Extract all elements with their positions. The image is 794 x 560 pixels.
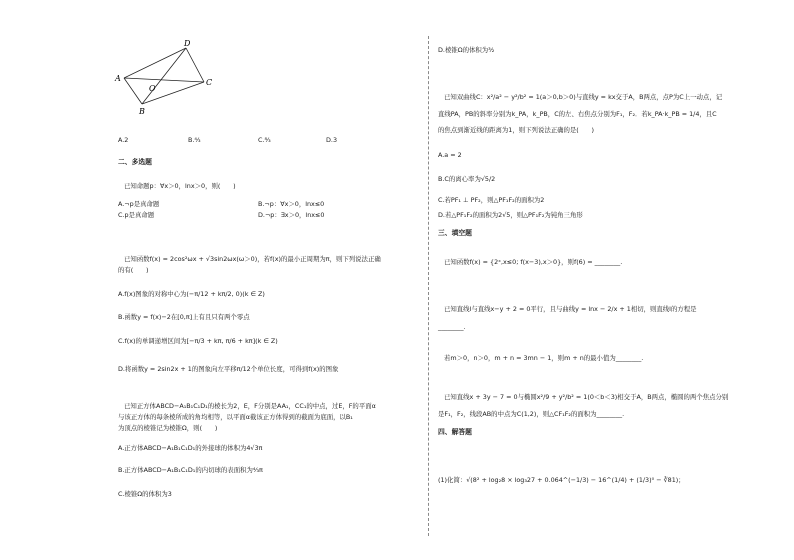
q3-option-c: C.棱锥Ω的体积为3 bbox=[118, 490, 172, 498]
q2-option-c: C.f(x)的单调递增区间为[−π/3 + kπ, π/6 + kπ](k ∈ Z) bbox=[118, 337, 278, 345]
q1-option-b: B.¬p：∀x＞0，lnx≤0 bbox=[258, 200, 325, 208]
q2-option-a: A.f(x)图象的对称中心为(−π/12 + kπ/2, 0)(k ∈ Z) bbox=[118, 290, 265, 298]
column-divider bbox=[428, 36, 429, 536]
q2-option-d: D.将函数y = 2sin2x + 1的图象向左平移π/12个单位长度，可得到f(x)的图象 bbox=[118, 365, 339, 373]
q3-option-b: B.正方体ABCD−A₁B₁C₁D₁的内切球的表面积为⁴⁄₃π bbox=[118, 466, 263, 474]
q4-stem-line1: 已知双曲线C：x²/a² − y²/b² = 1(a＞0,b＞0)与直线y = kx交于A，B两点，点P为C上一动点，记 bbox=[444, 93, 723, 101]
quadrilateral-diagram bbox=[112, 38, 222, 116]
diagonal-ac bbox=[124, 78, 204, 82]
diagonal-bd bbox=[142, 48, 186, 104]
q3-option-a: A.正方体ABCD−A₁B₁C₁D₁的外接球的体积为4√3π bbox=[118, 444, 263, 452]
label-c: C bbox=[206, 78, 213, 87]
q2-stem-line2: 的有( ) bbox=[118, 266, 149, 274]
q1-option-d: D.¬p：∃x＞0，lnx≤0 bbox=[258, 211, 325, 219]
q2-stem-line1: 已知函数f(x) = 2cos²ωx + √3sin2ωx(ω＞0)，若f(x)的最小正周期为π，则下列说法正确 bbox=[124, 255, 381, 263]
q1-stem: 已知命题p：∀x＞0，lnx＞0，则( ) bbox=[124, 182, 236, 190]
q2-option-b: B.函数y = f(x)−2在[0,π]上有且只有两个零点 bbox=[118, 313, 250, 321]
edge-dc bbox=[186, 48, 204, 82]
q1-option-c: C.p是真命题 bbox=[118, 211, 155, 219]
label-o: O bbox=[149, 84, 156, 93]
fill-blank-4-line2: 是F₁，F₂，线段AB的中点为C(1,2)，则△CF₁F₂的面积为________. bbox=[438, 410, 625, 418]
q4-stem-line2: 直线PA，PB的斜率分别为k_PA，k_PB，C的左、右焦点分别为F₁，F₂．若k_PA·k_PB = 1/4，且C bbox=[438, 110, 717, 118]
q3-stem-line1: 已知正方体ABCD−A₁B₁C₁D₁的棱长为2，E，F分别是AA₁，CC₁的中点，过E，F的平面α bbox=[124, 402, 376, 410]
prev-option-b: B.⁴⁄₃ bbox=[188, 136, 201, 144]
q4-stem-line3: 的焦点到渐近线的距离为1，则下列说法正确的是( ) bbox=[438, 126, 595, 134]
label-d: D bbox=[184, 39, 191, 48]
solution-1-simplify: (1)化简：√(8² + log₂8 × log₃27 + 0.064^(−1/3) − 16^(1/4) + (1/3)⁰ − ∛81)； bbox=[438, 476, 685, 484]
fill-blank-2-line2: ________. bbox=[438, 323, 466, 331]
section-title-solutions: 四、解答题 bbox=[438, 428, 472, 436]
q3-option-d: D.棱锥Ω的体积为³⁄₂ bbox=[438, 46, 495, 54]
fill-blank-4-line1: 已知直线x + 3y − 7 = 0与椭圆x²/9 + y²/b² = 1(0＜b＜3)相交于A，B两点，椭圆的两个焦点分别 bbox=[444, 393, 729, 401]
prev-option-a: A.2 bbox=[118, 136, 129, 144]
section-title-fill-blank: 三、填空题 bbox=[438, 229, 472, 237]
section-title-multiple-choice: 二、多选题 bbox=[118, 158, 152, 166]
edge-ab bbox=[124, 78, 142, 104]
q1-option-a: A.¬p是真命题 bbox=[118, 200, 160, 208]
label-a: A bbox=[115, 74, 121, 83]
q3-stem-line2: 与该正方体的每条棱所成的角均相等，以平面α截该正方体得到的截面为底面，以B₁ bbox=[118, 413, 353, 421]
label-b: B bbox=[139, 107, 145, 116]
fill-blank-1: 已知函数f(x) = {2ˣ,x≤0; f(x−3),x＞0}，则f(6) = ________. bbox=[444, 258, 623, 266]
edge-ad bbox=[124, 48, 186, 78]
fill-blank-3: 若m＞0，n＞0，m + n = 3mn − 1，则m + n的最小值为________. bbox=[444, 354, 644, 362]
geometry-figure bbox=[112, 38, 222, 116]
fill-blank-2-line1: 已知直线l与直线x−y + 2 = 0平行，且与曲线y = lnx − 2/x + 1相切，则直线l的方程是 bbox=[444, 305, 697, 313]
q4-option-d: D.若△PF₁F₂的面积为2√5，则△PF₁F₂为钝角三角形 bbox=[438, 211, 583, 219]
q3-stem-line3: 为顶点的棱锥记为棱锥Ω，则( ) bbox=[118, 424, 218, 432]
prev-option-c: C.⁸⁄₃ bbox=[258, 136, 271, 144]
q4-option-c: C.若PF₁ ⊥ PF₂，则△PF₁F₂的面积为2 bbox=[438, 196, 545, 204]
prev-option-d: D.3 bbox=[326, 136, 338, 144]
q4-option-a: A.a = 2 bbox=[438, 151, 462, 159]
q4-option-b: B.C的离心率为√5/2 bbox=[438, 175, 496, 183]
